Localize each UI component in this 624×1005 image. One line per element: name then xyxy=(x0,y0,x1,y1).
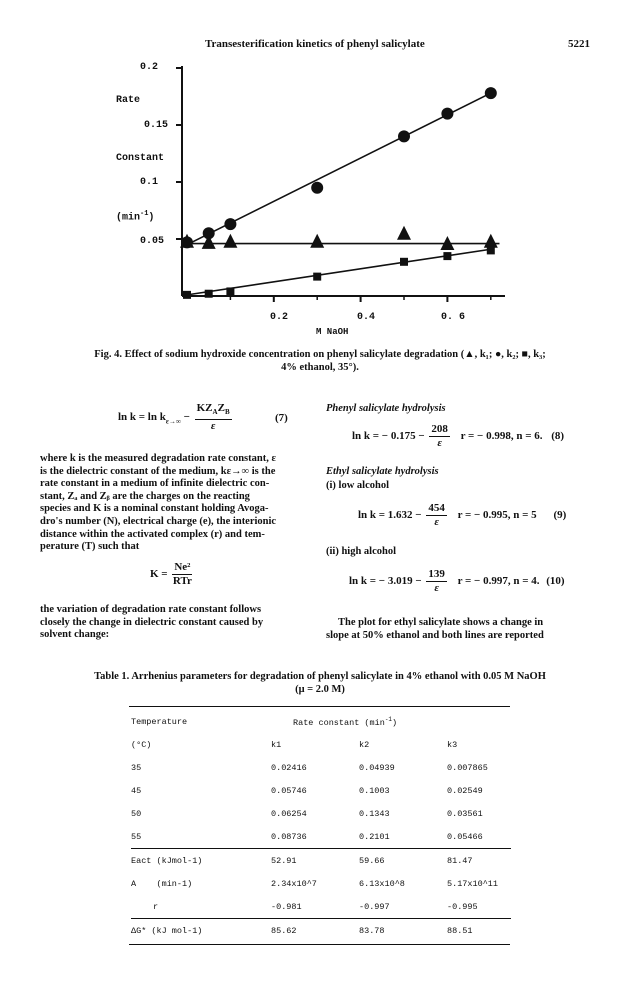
figure-caption xyxy=(40,348,600,374)
data-point-k1 xyxy=(223,234,237,248)
data-point-k1 xyxy=(310,234,324,248)
data-point-k2 xyxy=(203,227,215,239)
header-rate-constant: Rate constant $(\min^{-1})$ xyxy=(293,715,398,728)
table-cell: -0.995 xyxy=(447,901,478,912)
right-paragraph xyxy=(326,617,598,642)
table-cell: 0.2101 xyxy=(359,831,390,842)
data-point-k2 xyxy=(398,130,410,142)
text-line: the variation of degradation rate constant follows xyxy=(40,604,262,615)
header-temperature: Temperature xyxy=(131,716,188,727)
text-line: is the dielectric constant of the medium, kε→∞ is the xyxy=(40,465,276,477)
text-line: stant, Zₐ and Zᵦ are the charges on the reacting xyxy=(40,490,250,502)
data-point-k2 xyxy=(224,218,236,230)
text-line: dro's number (N), electrical charge (e), the interionic xyxy=(40,515,277,527)
table-caption xyxy=(40,670,600,696)
table-cell: 55 xyxy=(131,831,142,842)
data-point-k2 xyxy=(311,182,323,194)
x-tick-label: 0.4 xyxy=(357,312,376,323)
table-cell: 5.17x10^11 xyxy=(447,878,499,889)
equation-7-number: (7) xyxy=(275,412,288,424)
subheading-high-alcohol: (ii) high alcohol xyxy=(326,546,397,557)
text-line: species and K is a nominal constant holding Avoga- xyxy=(40,503,269,515)
text-line: The plot for ethyl salicylate shows a change in xyxy=(338,617,544,628)
table-cell: ΔG* (kJ mol-1) xyxy=(131,925,203,936)
equation-8: ln k = − 0.175 − $\frac{208}{\varepsilon}$ r = − 0.998, n = 6. (8) xyxy=(352,423,565,449)
table-param-row xyxy=(131,849,511,873)
subheading-low-alcohol: (i) low alcohol xyxy=(326,480,389,491)
table-cell: 0.007865 xyxy=(447,762,488,773)
table-cell: 52.91 xyxy=(271,855,297,866)
table-cell: 50 xyxy=(131,808,142,819)
table-row xyxy=(131,802,511,825)
table-top-rule xyxy=(129,706,510,707)
text-line: closely the change in dielectric constant caused by xyxy=(40,616,264,628)
rate-constant-chart xyxy=(0,0,624,340)
y-tick-label: 0.05 xyxy=(140,236,165,247)
text-line: slope at 50% ethanol and both lines are reported xyxy=(326,629,544,641)
table-cell: (°C) xyxy=(131,739,152,750)
data-point-k3 xyxy=(400,258,408,266)
table-cell: k3 xyxy=(447,739,458,750)
table-cell: 88.51 xyxy=(447,925,473,936)
page-number: 5221 xyxy=(568,38,590,50)
table-cell: 0.04939 xyxy=(359,762,395,773)
data-markers xyxy=(180,87,498,299)
data-point-k3 xyxy=(313,273,321,281)
y-axis-label-unit: $(\min^{-1})$ xyxy=(116,210,155,224)
equation-10: ln k = − 3.019 − $\frac{139}{\varepsilon}$ r = − 0.997, n = 4. (10) xyxy=(349,568,565,594)
table-caption-line: (μ = 2.0 M) xyxy=(295,684,345,695)
text-line: perature (T) such that xyxy=(40,541,140,553)
data-point-k2 xyxy=(441,108,453,120)
table-cell: 59.66 xyxy=(359,855,385,866)
table-cell: -0.997 xyxy=(359,901,390,912)
y-axis-label-constant: Constant xyxy=(116,153,165,164)
x-axis-label: M NaOH xyxy=(316,327,349,337)
table-cell: Eact (kJmol-1) xyxy=(131,855,203,866)
table-dg-row xyxy=(131,919,511,943)
equation-K: K = $\frac{\text{Ne²}}{\text{RTr}}$ xyxy=(150,561,192,587)
data-point-k2 xyxy=(485,87,497,99)
y-tick-label: 0.15 xyxy=(144,120,169,131)
table-cell: k2 xyxy=(359,739,370,750)
table-row xyxy=(131,825,511,849)
table-cell: 0.03561 xyxy=(447,808,483,819)
table-cell: 35 xyxy=(131,762,142,773)
chart-axes xyxy=(176,66,505,302)
data-point-k3 xyxy=(487,246,495,254)
text-line: distance within the activated complex (r) and tem- xyxy=(40,528,265,540)
table-header-row xyxy=(131,710,511,733)
table-param-row xyxy=(131,895,511,919)
table-cell: 81.47 xyxy=(447,855,473,866)
table-row xyxy=(131,779,511,802)
data-point-k1 xyxy=(397,226,411,240)
fit-lines xyxy=(187,93,499,295)
table-param-row xyxy=(131,872,511,895)
table-cell: -0.981 xyxy=(271,901,302,912)
table-cell: 0.05746 xyxy=(271,785,307,796)
y-tick-label: 0.2 xyxy=(140,62,159,73)
y-axis-label-rate: Rate xyxy=(116,95,141,106)
heading-ethyl-salicylate: Ethyl salicylate hydrolysis xyxy=(326,466,439,477)
equation-7: $\ln k = \ln k_{\varepsilon\to\infty}$ − $\frac{KZ_AZ_B}{\varepsilon}$ xyxy=(118,402,230,433)
table-cell: r xyxy=(153,901,159,912)
table-cell: 2.34x10^7 xyxy=(271,878,317,889)
table-row xyxy=(131,756,511,779)
figure-caption-line: 4% ethanol, 35°). xyxy=(281,362,359,373)
table-cell: 0.05466 xyxy=(447,831,483,842)
data-point-k3 xyxy=(226,287,234,295)
left-paragraph-1 xyxy=(40,453,317,554)
x-tick-label: 0. 6 xyxy=(441,312,466,323)
text-line: solvent change: xyxy=(40,629,110,641)
data-point-k3 xyxy=(205,290,213,298)
equation-9: ln k = 1.632 − $\frac{454}{\varepsilon}$ r = − 0.995, n = 5 (9) xyxy=(358,502,567,528)
figure-caption-line: Fig. 4. Effect of sodium hydroxide concentration on phenyl salicylate degradation (▲, k₁; ●, k₂; ■, k₃; xyxy=(94,349,546,360)
table-unit-row xyxy=(131,733,511,756)
table-cell: 0.02549 xyxy=(447,785,483,796)
y-tick-label: 0.1 xyxy=(140,177,159,188)
table-cell: A (min-1) xyxy=(131,878,193,889)
data-point-k2 xyxy=(181,236,193,248)
running-title: Transesterification kinetics of phenyl salicylate xyxy=(205,38,425,50)
x-tick-label: 0.2 xyxy=(270,312,289,323)
table-cell: 83.78 xyxy=(359,925,385,936)
table-cell: k1 xyxy=(271,739,282,750)
table-cell: 85.62 xyxy=(271,925,297,936)
data-point-k3 xyxy=(183,291,191,299)
text-line: rate constant in a medium of infinite dielectric con- xyxy=(40,478,270,490)
table-cell: 6.13x10^8 xyxy=(359,878,405,889)
data-point-k1 xyxy=(484,234,498,248)
table-cell: 45 xyxy=(131,785,142,796)
table-cell: 0.06254 xyxy=(271,808,307,819)
arrhenius-table xyxy=(131,710,511,942)
left-paragraph-2 xyxy=(40,604,317,642)
heading-phenyl-salicylate: Phenyl salicylate hydrolysis xyxy=(326,403,446,414)
table-caption-line: Table 1. Arrhenius parameters for degradation of phenyl salicylate in 4% ethanol with 0.05 M NaOH xyxy=(94,671,546,682)
table-cell: 0.02416 xyxy=(271,762,307,773)
table-cell: 0.1343 xyxy=(359,808,390,819)
table-cell: 0.1003 xyxy=(359,785,390,796)
text-line: where k is the measured degradation rate constant, ε xyxy=(40,453,276,464)
table-bottom-rule xyxy=(129,944,510,945)
table-cell: 0.08736 xyxy=(271,831,307,842)
data-point-k3 xyxy=(443,252,451,260)
